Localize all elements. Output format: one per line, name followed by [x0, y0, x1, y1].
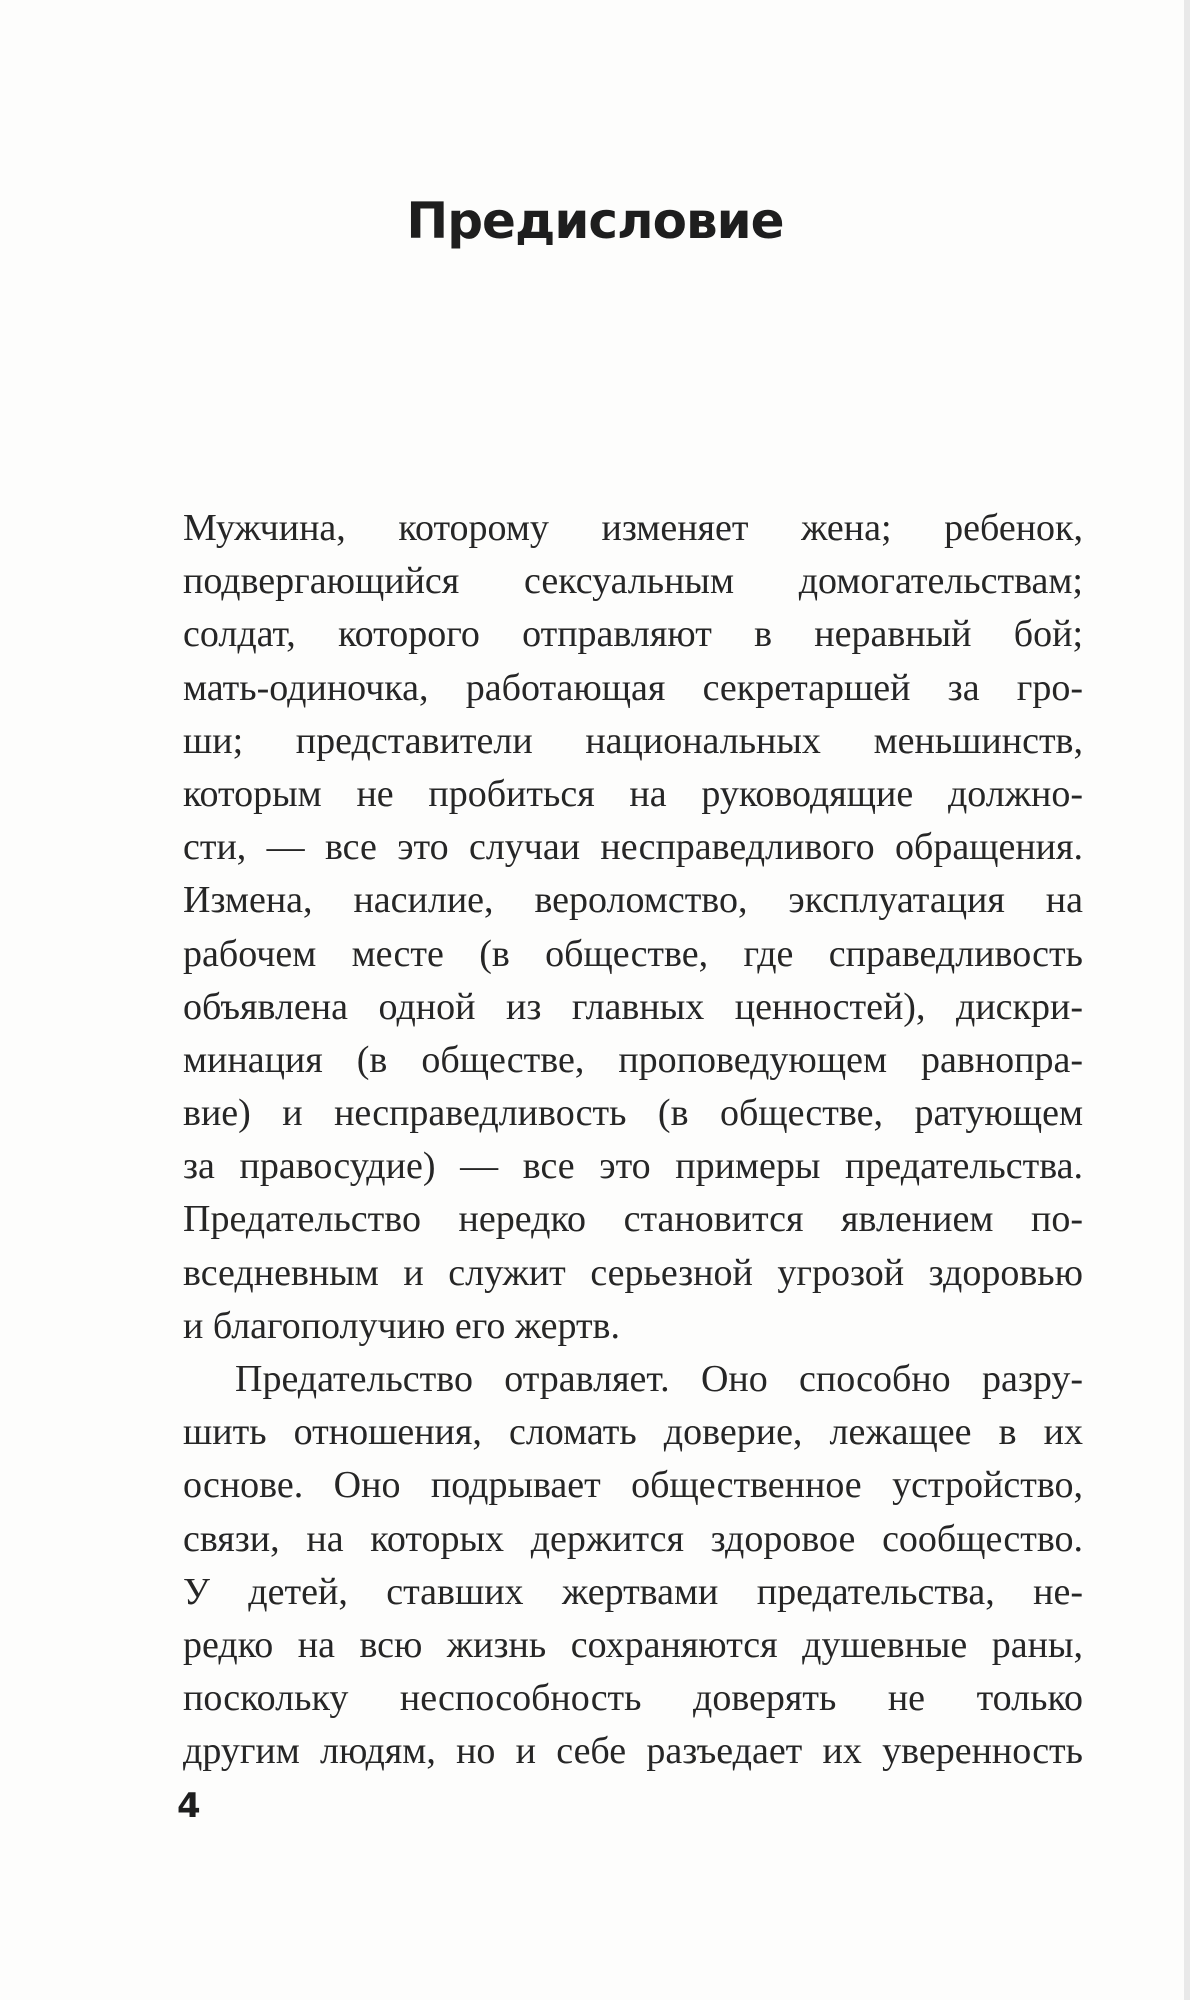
body-text — [183, 502, 1083, 1779]
paragraph-2 — [183, 1353, 1083, 1779]
text-line: У детей, ставших жертвами предательства, не- — [183, 1570, 1083, 1613]
text-line: объявлена одной из главных ценностей), дискри- — [183, 985, 1083, 1028]
text-line: шить отношения, сломать доверие, лежащее в их — [183, 1411, 1083, 1454]
text-line: ши; представители национальных меньшинств, — [183, 719, 1083, 762]
text-line: Предательство нередко становится явлением по- — [183, 1198, 1083, 1241]
page-number: 4 — [177, 1786, 201, 1826]
text-line: вие) и несправедливость (в обществе, ратующем — [183, 1092, 1083, 1135]
text-line: Мужчина, которому изменяет жена; ребенок, — [183, 507, 1083, 549]
text-line: редко на всю жизнь сохраняются душевные раны, — [183, 1623, 1083, 1666]
text-line: Предательство отравляет. Оно способно разру- — [235, 1358, 1083, 1400]
text-line: солдат, которого отправляют в неравный бой; — [183, 613, 1083, 656]
text-line: основе. Оно подрывает общественное устройство, — [183, 1464, 1083, 1507]
text-line: Измена, насилие, вероломство, эксплуатация на — [183, 879, 1083, 922]
paragraph-1 — [183, 502, 1083, 1353]
text-line: за правосудие) — все это примеры предательства. — [183, 1145, 1083, 1188]
text-line: подвергающийся сексуальным домогательствам; — [183, 560, 1083, 603]
text-line: поскольку неспособность доверять не только — [183, 1677, 1083, 1720]
page-edge — [1184, 0, 1190, 2000]
text-line: которым не пробиться на руководящие должно- — [183, 772, 1083, 815]
text-line: сти, — все это случаи несправедливого обращения. — [183, 826, 1083, 869]
chapter-title: Предисловие — [406, 192, 784, 250]
text-line: минация (в обществе, проповедующем равнопра- — [183, 1038, 1083, 1081]
text-line: мать-одиночка, работающая секретаршей за гро- — [183, 666, 1083, 709]
text-line: и благополучию его жертв. — [183, 1304, 620, 1347]
text-line: другим людям, но и себе разъедает их уверенность — [183, 1730, 1083, 1773]
text-line: вседневным и служит серьезной угрозой здоровью — [183, 1251, 1083, 1294]
text-line: рабочем месте (в обществе, где справедливость — [183, 932, 1083, 975]
text-line: связи, на которых держится здоровое сообщество. — [183, 1517, 1083, 1560]
